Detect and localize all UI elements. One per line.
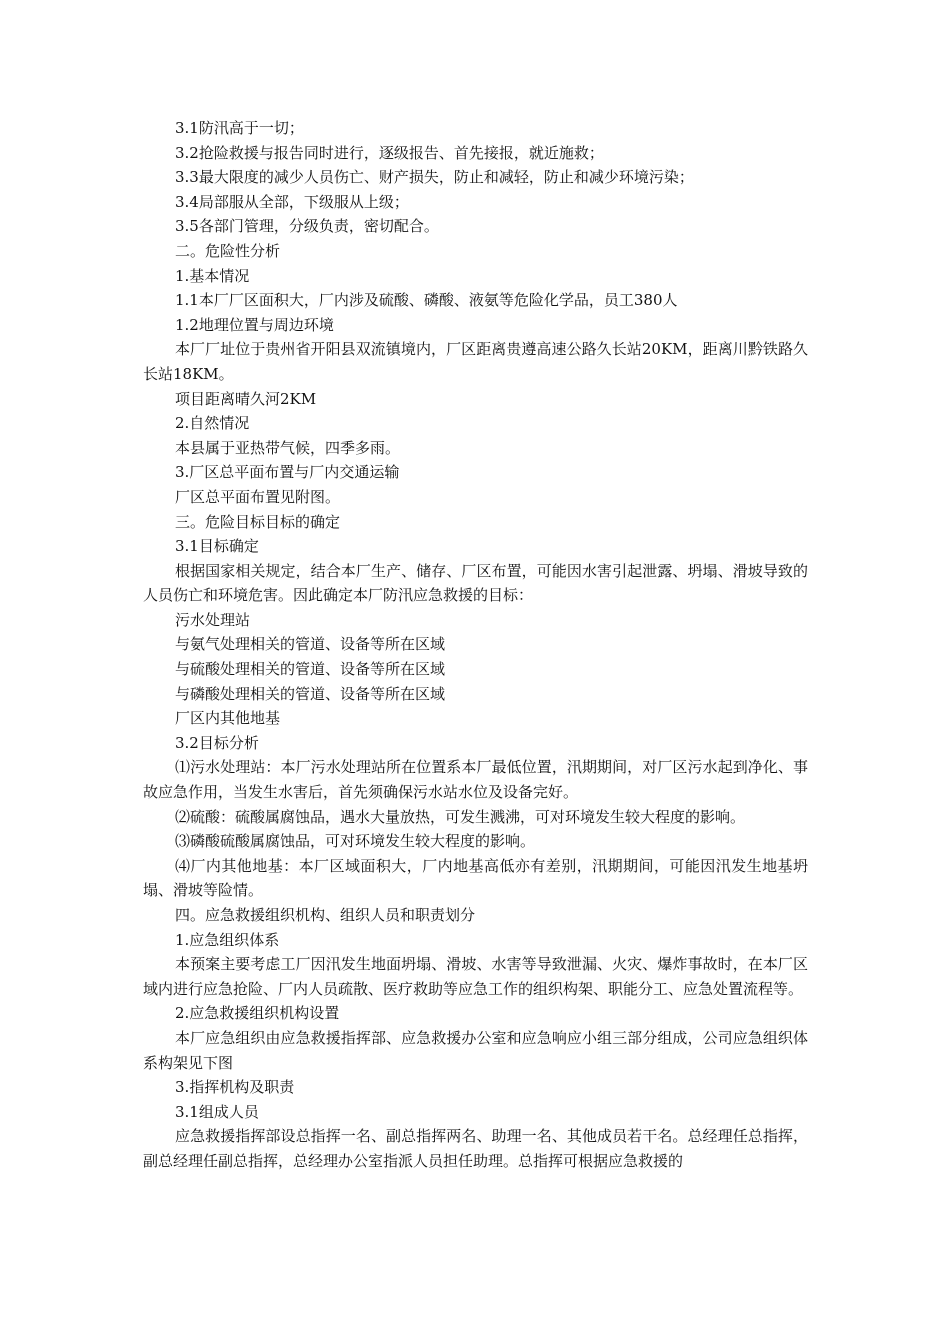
- paragraph: 应急救援指挥部设总指挥一名、副总指挥两名、助理一名、其他成员若干名。总经理任总指挥，副总经理任副总指挥，总经理办公室指派人员担任助理。总指挥可根据应急救援的: [143, 1127, 808, 1170]
- section-heading: 二。危险性分析: [175, 241, 281, 260]
- subsection-heading: 1.2地理位置与周边环境: [175, 315, 334, 334]
- paragraph: 3.4局部服从全部，下级服从上级；: [175, 192, 409, 211]
- paragraph: ⑷厂内其他地基：本厂区域面积大，厂内地基高低亦有差别，汛期期间，可能因汛发生地基坍塌、滑坡等险情。: [143, 856, 808, 900]
- paragraph: 3.5各部门管理，分级负责，密切配合。: [175, 217, 439, 236]
- subsection-heading: 1.基本情况: [175, 266, 250, 285]
- subsection-heading: 2.应急救援组织机构设置: [175, 1004, 340, 1023]
- document-body: [143, 116, 808, 1174]
- paragraph: 本县属于亚热带气候，四季多雨。: [175, 438, 401, 457]
- paragraph: 1.1本厂厂区面积大，厂内涉及硫酸、磷酸、液氨等危险化学品，员工380人: [175, 291, 678, 310]
- subsection-heading: 3.1目标确定: [175, 537, 259, 556]
- paragraph: 项目距离晴久河2KM: [175, 389, 317, 408]
- paragraph: ⑴污水处理站：本厂污水处理站所在位置系本厂最低位置，汛期期间，对厂区污水起到净化、事故应急作用，当发生水害后，首先须确保污水站水位及设备完好。: [143, 758, 808, 802]
- subsection-heading: 3.1组成人员: [175, 1102, 259, 1121]
- paragraph: 3.2抢险救援与报告同时进行，逐级报告、首先接报，就近施救；: [175, 143, 604, 162]
- subsection-heading: 2.自然情况: [175, 414, 250, 433]
- paragraph: 本厂应急组织由应急救援指挥部、应急救援办公室和应急响应小组三部分组成，公司应急组织体系构架见下图: [143, 1028, 808, 1072]
- paragraph: 根据国家相关规定，结合本厂生产、储存、厂区布置，可能因水害引起泄露、坍塌、滑坡导致的人员伤亡和环境危害。因此确定本厂防汛应急救援的目标：: [143, 561, 808, 605]
- subsection-heading: 3.2目标分析: [175, 733, 259, 752]
- paragraph: 本厂厂址位于贵州省开阳县双流镇境内，厂区距离贵遵高速公路久长站20KM，距离川黔铁路久长站18KM。: [143, 340, 808, 383]
- list-item: 厂区内其他地基: [175, 709, 281, 728]
- list-item: 污水处理站: [175, 610, 251, 629]
- list-item: 与磷酸处理相关的管道、设备等所在区域: [175, 684, 446, 703]
- subsection-heading: 3.厂区总平面布置与厂内交通运输: [175, 463, 400, 482]
- list-item: 与硫酸处理相关的管道、设备等所在区域: [175, 660, 446, 679]
- list-item: 与氨气处理相关的管道、设备等所在区域: [175, 635, 446, 654]
- paragraph: 3.3最大限度的减少人员伤亡、财产损失，防止和减轻，防止和减少环境污染；: [175, 168, 694, 187]
- subsection-heading: 1.应急组织体系: [175, 930, 280, 949]
- paragraph: 厂区总平面布置见附图。: [175, 487, 341, 506]
- subsection-heading: 3.指挥机构及职责: [175, 1078, 295, 1097]
- paragraph: 3.1防汛高于一切；: [175, 119, 304, 137]
- section-heading: 三。危险目标目标的确定: [175, 512, 341, 531]
- paragraph: ⑶磷酸硫酸属腐蚀品，可对环境发生较大程度的影响。: [175, 832, 536, 851]
- paragraph: ⑵硫酸：硫酸属腐蚀品，遇水大量放热，可发生溅沸，可对环境发生较大程度的影响。: [175, 807, 746, 826]
- paragraph: 本预案主要考虑工厂因汛发生地面坍塌、滑坡、水害等导致泄漏、火灾、爆炸事故时，在本厂区域内进行应急抢险、厂内人员疏散、医疗救助等应急工作的组织构架、职能分工、应急处置流程等。: [143, 955, 808, 998]
- section-heading: 四。应急救援组织机构、组织人员和职责划分: [175, 906, 476, 924]
